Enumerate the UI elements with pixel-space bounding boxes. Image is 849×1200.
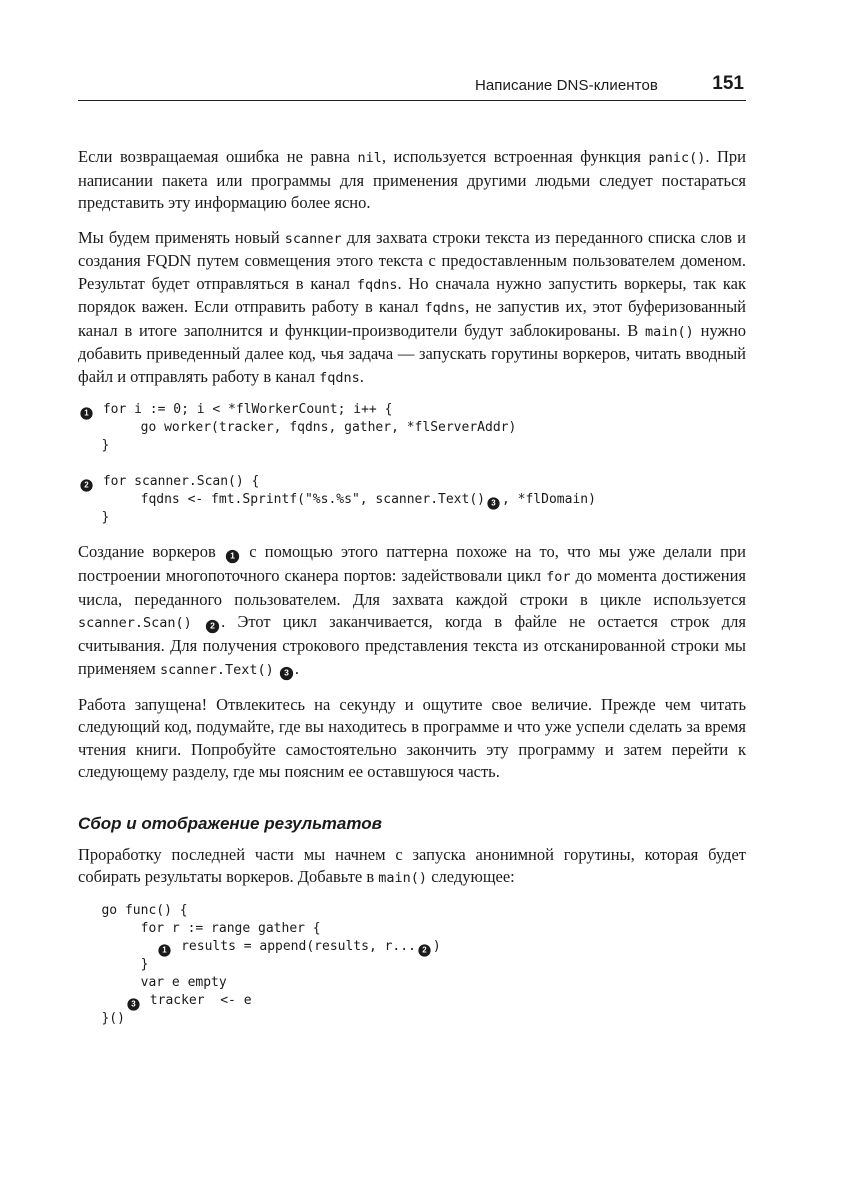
page-body — [78, 146, 746, 1042]
text: . Этот цикл заканчивается, когда в файле не остается строк для считывания. Для получения строкового представления текста из отсканированной строки мы применяем — [78, 612, 746, 678]
text: с помощью этого паттерна похоже на то, что мы уже делали при построении многопоточного сканера портов: задействовали цикл — [78, 542, 747, 585]
code-text: }() — [101, 1010, 125, 1026]
callout-marker-1: 1 — [226, 550, 239, 563]
code-text: for scanner.Scan() { — [102, 474, 260, 489]
text: для захвата строки текста из переданного списка слов и создания FQDN путем совмещения этого текста с предоставленным пользователем доменом. Результат будет отправляться в канал — [78, 227, 746, 293]
callout-marker-3: 3 — [487, 497, 499, 509]
inline-code: panic() — [648, 150, 706, 166]
text: , не запустив их, этот буферизованный канал в итоге заполнится и функции-производители будут заблокированы. В — [78, 297, 746, 340]
text: Если возвращаемая ошибка не равна — [78, 147, 358, 166]
code-line — [78, 974, 746, 992]
callout-marker-2: 2 — [206, 620, 219, 633]
code-text — [101, 939, 156, 954]
code-line — [78, 473, 746, 491]
inline-code: fqdns — [424, 300, 466, 316]
text: нужно добавить приведенный далее код, чья задача — запускать горутины воркеров, читать вводный файл и отправлять работу в канал — [78, 320, 746, 386]
code-line — [78, 992, 746, 1010]
code-text: } — [101, 438, 110, 453]
code-text: for r := range gather { — [101, 920, 321, 936]
code-line — [78, 419, 746, 437]
callout-marker-1: 1 — [80, 407, 92, 419]
callout-marker-3: 3 — [127, 998, 139, 1010]
code-text: go func() { — [101, 902, 188, 918]
text: до момента достижения числа, переданного пользователем. Для захвата каждой строки в цикле используется — [78, 566, 746, 609]
inline-code: fqdns — [356, 276, 398, 293]
callout-marker-2: 2 — [418, 944, 430, 956]
code-text: for i := 0; i < *flWorkerCount; i++ { — [102, 402, 393, 417]
paragraph-panic — [78, 146, 746, 215]
inline-code: scanner.Text() — [159, 661, 274, 678]
code-line — [78, 491, 746, 509]
code-text: go worker(tracker, fqdns, gather, *flServerAddr) — [101, 420, 517, 435]
inline-code: main() — [645, 323, 694, 340]
paragraph-anonymous-goroutine — [78, 844, 746, 890]
code-line — [78, 437, 746, 455]
text: Создание воркеров — [78, 542, 225, 561]
code-text: var e empty — [101, 974, 227, 990]
code-text: } — [101, 956, 149, 972]
inline-code: fqdns — [319, 369, 360, 386]
code-listing-workers — [78, 401, 746, 527]
code-line — [78, 1010, 746, 1028]
code-text: } — [101, 510, 110, 525]
code-text: results = append(results, r... — [173, 938, 416, 954]
inline-code: scanner — [284, 230, 342, 247]
code-line — [78, 938, 746, 956]
page-number: 151 — [712, 73, 744, 94]
inline-code: scanner.Scan() — [78, 615, 192, 631]
text: Проработку последней части мы начнем с запуска анонимной горутины, которая будет собирать результаты воркеров. Добавьте в — [78, 844, 746, 886]
code-text: , *flDomain) — [502, 492, 596, 507]
code-listing-gather — [78, 902, 746, 1028]
text: . — [359, 366, 364, 386]
code-text: ) — [432, 938, 441, 954]
code-line — [78, 401, 746, 419]
text: Мы будем применять новый — [78, 227, 285, 247]
callout-marker-1: 1 — [159, 944, 171, 956]
text: следующее: — [427, 867, 515, 886]
text: , используется встроенная функция — [381, 147, 649, 166]
inline-code: main() — [378, 870, 428, 886]
inline-code: for — [546, 569, 571, 585]
running-title: Написание DNS-клиентов — [474, 77, 658, 94]
section-heading: Сбор и отображение результатов — [78, 813, 382, 833]
text: . При написании пакета или программы для применения другими людьми следует постараться представить эту информацию более ясно. — [78, 147, 747, 212]
inline-code: nil — [357, 150, 382, 166]
code-text — [101, 993, 124, 1008]
code-text: fqdns <- fmt.Sprintf("%s.%s", scanner.Text() — [101, 492, 485, 507]
text: . Но сначала нужно запустить воркеры, так как порядок важен. Если отправить работу в канал — [78, 273, 746, 316]
paragraph-workers-explained — [78, 541, 746, 682]
code-line — [78, 509, 746, 527]
code-line — [78, 920, 746, 938]
callout-marker-3: 3 — [280, 666, 293, 679]
running-header — [78, 70, 746, 101]
callout-marker-2: 2 — [80, 479, 92, 491]
code-line — [78, 902, 746, 920]
code-text: tracker <- e — [141, 992, 252, 1008]
paragraph-scanner — [78, 227, 746, 390]
paragraph-work-started: Работа запущена! Отвлекитесь на секунду и ощутите свое величие. Прежде чем читать следующий код, подумайте, где вы находитесь в программе и что уже успели сделать за время чтения книги. Попробуйте самостоятельно закончить эту программу и затем перейти к следующему разделу, где мы поясним ее оставшуюся часть. — [78, 694, 746, 781]
text: . — [294, 658, 300, 678]
code-line — [78, 956, 746, 974]
